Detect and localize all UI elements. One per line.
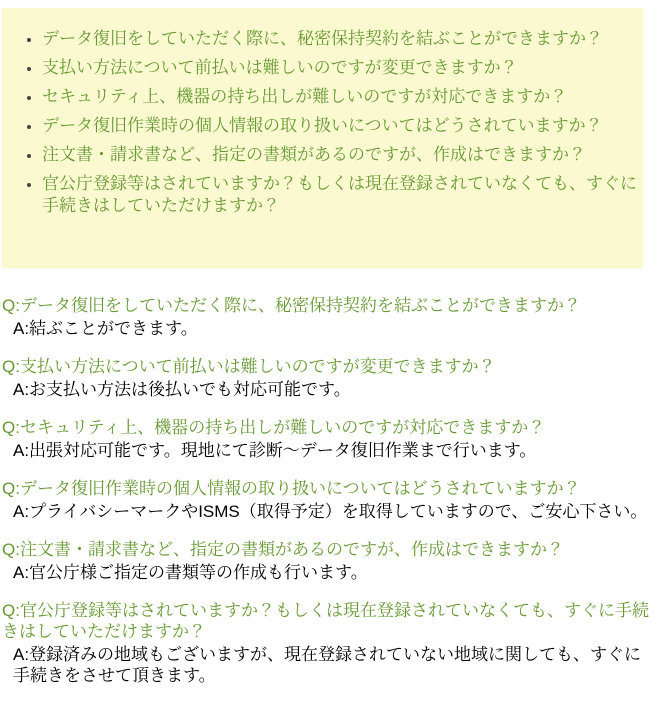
- question-list-item-text: データ復旧をしていただく際に、秘密保持契約を結ぶことができますか？: [42, 29, 603, 48]
- question-list-item-text: セキュリティ上、機器の持ち出しが難しいのですが対応できますか？: [42, 87, 568, 106]
- faq-item: [0, 539, 660, 583]
- question-list: [14, 28, 638, 217]
- question-list-item: [42, 57, 638, 79]
- question-list-item: [42, 28, 638, 50]
- question-list-item: [42, 173, 638, 217]
- faq-item: [0, 356, 660, 400]
- question-list-item-text: 官公庁登録等はされていますか？もしくは現在登録されていなくても、すぐに手続きはしていただけますか？: [42, 174, 637, 215]
- faq-question: Q:データ復旧をしていただく際に、秘密保持契約を結ぶことができますか？: [2, 296, 581, 315]
- faq-answer: A:結ぶことができます。: [13, 319, 198, 338]
- faq-page: [0, 8, 660, 686]
- faq-answer: A:出張対応可能です。現地にて診断～データ復旧作業まで行います。: [13, 441, 537, 460]
- question-list-item: [42, 144, 638, 166]
- faq-item: [0, 295, 660, 339]
- faq-answer: A:登録済みの地域もございますが、現在登録されていない地域に関しても、すぐに手続きをさせて頂きます。: [13, 645, 642, 685]
- question-list-item: [42, 115, 638, 137]
- faq-question: Q:注文書・請求書など、指定の書類があるのですが、作成はできますか？: [2, 540, 564, 559]
- faq-answer: A:プライバシーマークやISMS（取得予定）を取得していますので、ご安心下さい。: [13, 502, 648, 521]
- question-list-item: [42, 86, 638, 108]
- question-summary-box: [2, 8, 643, 268]
- question-list-item-text: データ復旧作業時の個人情報の取り扱いについてはどうされていますか？: [42, 116, 603, 135]
- faq-answer: A:官公庁様ご指定の書類等の作成も行います。: [13, 563, 368, 582]
- faq-question: Q:セキュリティ上、機器の持ち出しが難しいのですが対応できますか？: [2, 418, 546, 437]
- faq-question: Q:支払い方法について前払いは難しいのですが変更できますか？: [2, 357, 496, 376]
- question-list-item-text: 注文書・請求書など、指定の書類があるのですが、作成はできますか？: [42, 145, 586, 164]
- faq-list: [0, 295, 660, 686]
- faq-item: [0, 417, 660, 461]
- faq-question: Q:官公庁登録等はされていますか？もしくは現在登録されていなくても、すぐに手続きはしていただけますか？: [2, 601, 649, 641]
- faq-question: Q:データ復旧作業時の個人情報の取り扱いについてはどうされていますか？: [2, 479, 581, 498]
- faq-item: [0, 600, 660, 686]
- faq-answer: A:お支払い方法は後払いでも対応可能です。: [13, 380, 351, 399]
- question-list-item-text: 支払い方法について前払いは難しいのですが変更できますか？: [42, 58, 518, 77]
- faq-item: [0, 478, 660, 522]
